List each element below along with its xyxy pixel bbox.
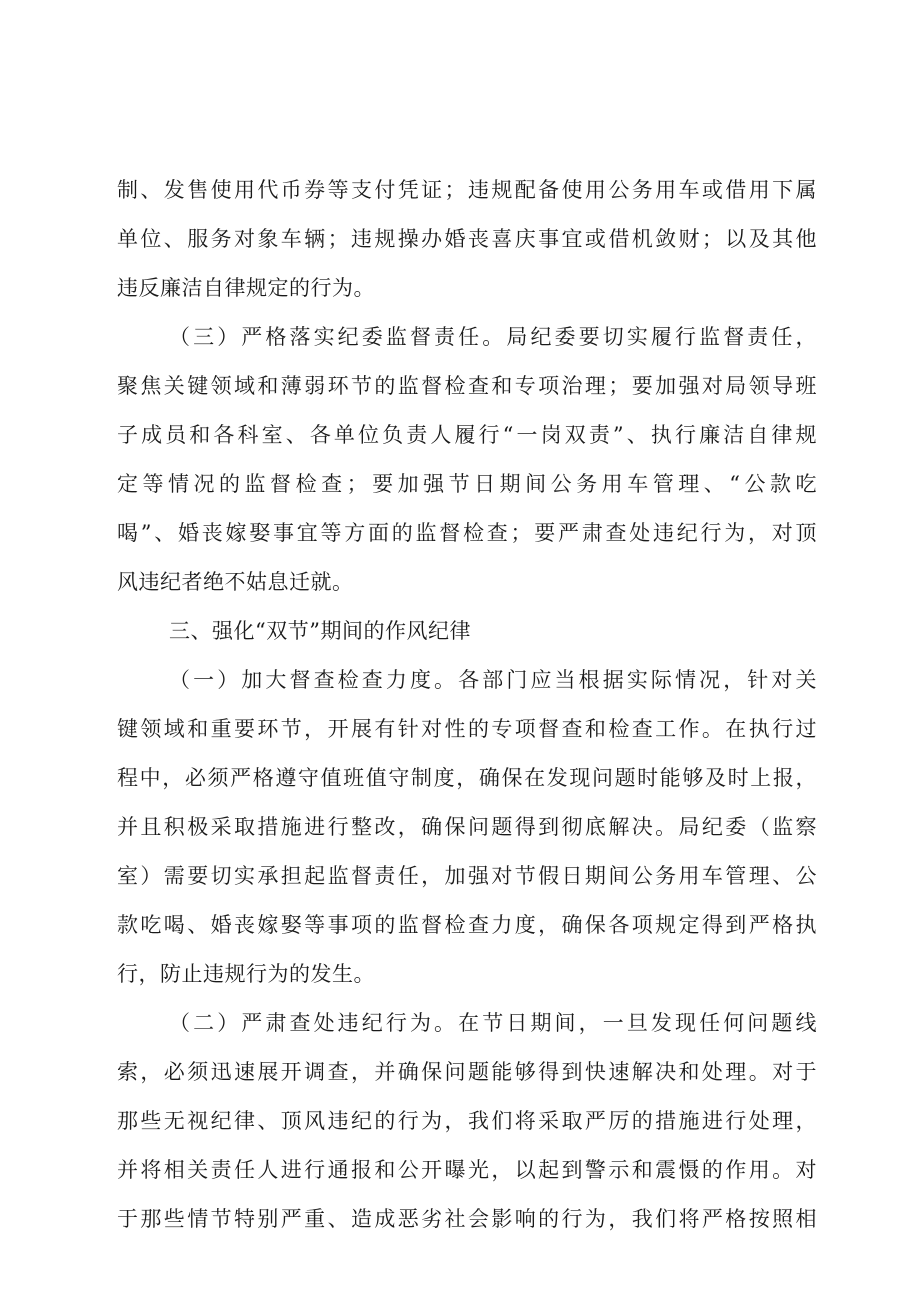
text-line: （三）严格落实纪委监督责任。局纪委要切实履行监督责任， [169,325,820,349]
document-body [117,166,822,1244]
text-line: 三、强化“双节”期间的作风纪律 [169,619,471,643]
text-line: 程中，必须严格遵守值班值守制度，确保在发现问题时能够及时上报， [117,766,819,790]
text-line: 并且积极采取措施进行整改，确保问题得到彻底解决。局纪委（监察 [117,815,819,839]
text-line: 那些无视纪律、顶风违纪的行为，我们将采取严厉的措施进行处理， [117,1109,819,1133]
text-line: （二）严肃查处违纪行为。在节日期间，一旦发现任何问题线 [169,1011,820,1035]
text-line: 行，防止违规行为的发生。 [117,962,375,986]
text-line: 单位、服务对象车辆；违规操办婚丧喜庆事宜或借机敛财；以及其他 [117,227,819,251]
text-line: 风违纪者绝不姑息迁就。 [117,570,354,594]
text-line: 子成员和各科室、各单位负责人履行“一岗双责”、执行廉洁自律规 [117,423,820,447]
text-line: 喝”、婚丧嫁娶事宜等方面的监督检查；要严肃查处违纪行为，对顶 [117,521,820,545]
text-line: 定等情况的监督检查；要加强节日期间公务用车管理、“公款吃 [117,472,822,496]
text-line: 于那些情节特别严重、造成恶劣社会影响的行为，我们将严格按照相 [117,1207,819,1231]
text-line: 室）需要切实承担起监督责任，加强对节假日期间公务用车管理、公 [117,864,819,888]
text-line: 制、发售使用代币券等支付凭证；违规配备使用公务用车或借用下属 [117,178,819,202]
text-line: 键领域和重要环节，开展有针对性的专项督查和检查工作。在执行过 [117,717,819,741]
text-line: 索，必须迅速展开调查，并确保问题能够得到快速解决和处理。对于 [117,1060,819,1084]
text-line: 违反廉洁自律规定的行为。 [117,276,375,300]
text-line: （一）加大督查检查力度。各部门应当根据实际情况，针对关 [169,668,820,692]
text-line: 款吃喝、婚丧嫁娶等事项的监督检查力度，确保各项规定得到严格执 [117,913,819,937]
text-line: 聚焦关键领域和薄弱环节的监督检查和专项治理；要加强对局领导班 [117,374,819,398]
text-line: 并将相关责任人进行通报和公开曝光，以起到警示和震慑的作用。对 [117,1158,819,1182]
